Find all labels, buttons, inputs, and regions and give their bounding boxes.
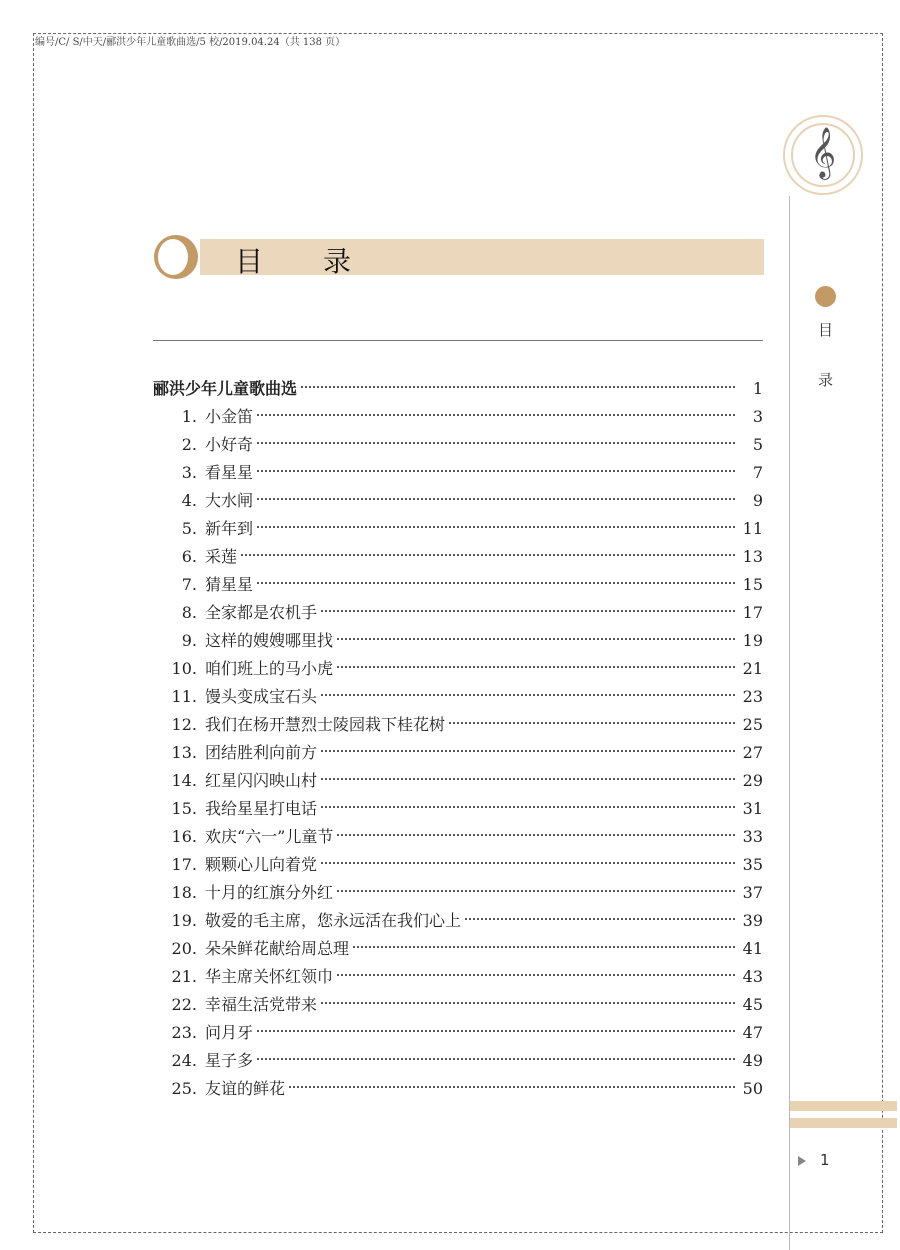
toc-entry-number: 20. xyxy=(171,939,197,958)
toc-entry-page: 43 xyxy=(742,967,763,986)
title-rule xyxy=(153,340,763,341)
toc-entry-title: 问月牙 xyxy=(205,1023,254,1042)
toc-items xyxy=(153,403,763,1103)
title-circle-inner xyxy=(158,239,188,275)
toc-leader xyxy=(337,834,735,836)
toc-entry-number: 7. xyxy=(181,575,197,594)
toc-entry-page: 37 xyxy=(742,883,763,902)
toc-entry-page: 50 xyxy=(742,1079,763,1098)
toc-entry-number: 22. xyxy=(171,995,197,1014)
toc-entry-page: 15 xyxy=(742,575,763,594)
toc-entry[interactable] xyxy=(153,795,763,823)
toc-entry-page: 25 xyxy=(742,715,763,734)
toc-leader xyxy=(257,1058,735,1060)
page-title: 目录 xyxy=(235,245,412,278)
toc-entry-page: 49 xyxy=(742,1051,763,1070)
toc-leader xyxy=(337,974,735,976)
toc-entry[interactable] xyxy=(153,655,763,683)
toc-entry-page: 11 xyxy=(742,519,763,538)
toc-entry-page: 19 xyxy=(742,631,763,650)
toc-entry-title: 十月的红旗分外红 xyxy=(205,883,334,902)
toc-leader xyxy=(257,470,735,472)
toc-entry-title: 全家都是农机手 xyxy=(205,603,318,622)
toc-entry-page: 33 xyxy=(742,827,763,846)
toc-entry-page: 13 xyxy=(742,547,763,566)
toc-entry-page: 27 xyxy=(742,743,763,762)
toc-entry-number: 14. xyxy=(171,771,197,790)
toc-entry[interactable] xyxy=(153,711,763,739)
toc-leader xyxy=(257,414,735,416)
toc-entry[interactable] xyxy=(153,907,763,935)
side-dot-icon xyxy=(815,286,836,307)
toc-entry-number: 1. xyxy=(181,407,197,426)
toc-entry-title: 星子多 xyxy=(205,1051,254,1070)
toc-entry-title: 我们在杨开慧烈士陵园栽下桂花树 xyxy=(205,715,446,734)
toc-entry-number: 4. xyxy=(181,491,197,510)
toc-entry[interactable] xyxy=(153,599,763,627)
toc-entry[interactable] xyxy=(153,879,763,907)
toc-leader xyxy=(321,750,735,752)
treble-clef-icon: 𝄞 xyxy=(809,127,836,178)
toc-entry-number: 25. xyxy=(171,1079,197,1098)
toc-entry-page: 39 xyxy=(742,911,763,930)
side-tab-char-1: 目 xyxy=(818,321,834,339)
toc-entry[interactable] xyxy=(153,543,763,571)
toc-entry[interactable] xyxy=(153,1047,763,1075)
toc-entry-title: 小金笛 xyxy=(205,407,254,426)
toc-entry[interactable] xyxy=(153,935,763,963)
toc-leader xyxy=(257,582,735,584)
toc-entry[interactable] xyxy=(153,459,763,487)
toc-entry-title: 猜星星 xyxy=(205,575,254,594)
toc-entry-page: 31 xyxy=(742,799,763,818)
toc-entry-title: 红星闪闪映山村 xyxy=(205,771,318,790)
toc-entry-number: 2. xyxy=(181,435,197,454)
toc-entry-title: 大水闸 xyxy=(205,491,254,510)
toc-entry-page: 29 xyxy=(742,771,763,790)
toc-entry-title: 华主席关怀红领巾 xyxy=(205,967,334,986)
toc-entry[interactable] xyxy=(153,683,763,711)
toc-entry-number: 11. xyxy=(171,687,197,706)
toc-entry-title: 朵朵鲜花献给周总理 xyxy=(205,939,350,958)
toc-entry[interactable] xyxy=(153,487,763,515)
toc-entry-number: 3. xyxy=(181,463,197,482)
toc-entry[interactable] xyxy=(153,991,763,1019)
toc-entry-title: 馒头变成宝石头 xyxy=(205,687,318,706)
toc-leader xyxy=(353,946,735,948)
toc-entry-page: 47 xyxy=(742,1023,763,1042)
toc-entry-number: 12. xyxy=(171,715,197,734)
toc-entry[interactable] xyxy=(153,823,763,851)
toc-leader xyxy=(321,862,735,864)
table-of-contents xyxy=(153,375,763,1103)
toc-leader xyxy=(321,694,735,696)
toc-leader xyxy=(301,386,735,388)
toc-entry-number: 9. xyxy=(181,631,197,650)
toc-entry[interactable] xyxy=(153,767,763,795)
toc-entry-title: 看星星 xyxy=(205,463,254,482)
toc-entry-title: 我给星星打电话 xyxy=(205,799,318,818)
toc-entry-title: 颗颗心儿向着党 xyxy=(205,855,318,874)
toc-leader xyxy=(257,1030,735,1032)
toc-entry-number: 10. xyxy=(171,659,197,678)
toc-leader xyxy=(241,554,735,556)
toc-entry-page: 9 xyxy=(752,491,763,510)
toc-entry-page: 5 xyxy=(752,435,763,454)
toc-leader xyxy=(449,722,735,724)
toc-entry[interactable] xyxy=(153,851,763,879)
toc-leader xyxy=(465,918,735,920)
toc-entry-number: 19. xyxy=(171,911,197,930)
toc-entry-number: 15. xyxy=(171,799,197,818)
toc-entry-page: 17 xyxy=(742,603,763,622)
treble-clef-badge xyxy=(783,115,863,195)
toc-leader xyxy=(337,666,735,668)
toc-entry-page: 35 xyxy=(742,855,763,874)
toc-entry-title: 采莲 xyxy=(205,547,238,566)
toc-leader xyxy=(321,1002,735,1004)
toc-entry-title: 咱们班上的马小虎 xyxy=(205,659,334,678)
header-note: 编号/C/ S/中天/郦洪少年儿童歌曲选/5 校/2019.04.24（共 138 页） xyxy=(35,37,346,48)
side-tab-char-2: 录 xyxy=(818,371,834,389)
toc-leader xyxy=(257,526,735,528)
toc-entry[interactable] xyxy=(153,627,763,655)
toc-entry-title: 小好奇 xyxy=(205,435,254,454)
toc-entry-number: 21. xyxy=(171,967,197,986)
toc-leader xyxy=(321,778,735,780)
toc-section-title: 郦洪少年儿童歌曲选 xyxy=(153,379,298,398)
toc-entry-page: 23 xyxy=(742,687,763,706)
toc-entry[interactable] xyxy=(153,431,763,459)
toc-entry-title: 敬爱的毛主席，您永远活在我们心上 xyxy=(205,911,462,930)
toc-entry[interactable] xyxy=(153,739,763,767)
toc-leader xyxy=(289,1086,735,1088)
toc-entry-number: 18. xyxy=(171,883,197,902)
toc-entry[interactable] xyxy=(153,1019,763,1047)
toc-leader xyxy=(321,806,735,808)
toc-entry-number: 6. xyxy=(181,547,197,566)
toc-entry-title: 欢庆“六一”儿童节 xyxy=(205,827,334,846)
toc-leader xyxy=(257,498,735,500)
toc-entry-number: 17. xyxy=(171,855,197,874)
toc-entry-number: 24. xyxy=(171,1051,197,1070)
toc-entry-page: 7 xyxy=(752,463,763,482)
toc-leader xyxy=(257,442,735,444)
toc-entry-title: 幸福生活党带来 xyxy=(205,995,318,1014)
toc-entry-title: 这样的嫂嫂哪里找 xyxy=(205,631,334,650)
toc-entry[interactable] xyxy=(153,403,763,431)
side-divider xyxy=(789,196,790,1250)
toc-entry-number: 13. xyxy=(171,743,197,762)
side-stripe-bottom xyxy=(790,1118,897,1128)
toc-entry-number: 5. xyxy=(181,519,197,538)
toc-entry-title: 团结胜利向前方 xyxy=(205,743,318,762)
toc-leader xyxy=(337,890,735,892)
page-number: 1 xyxy=(820,1151,830,1169)
toc-section-page: 1 xyxy=(752,379,763,398)
toc-entry-number: 8. xyxy=(181,603,197,622)
toc-section[interactable] xyxy=(153,375,763,403)
side-stripe-top xyxy=(790,1101,897,1111)
toc-entry-number: 23. xyxy=(171,1023,197,1042)
toc-leader xyxy=(337,638,735,640)
toc-entry[interactable] xyxy=(153,515,763,543)
toc-entry[interactable] xyxy=(153,1075,763,1103)
toc-entry-page: 41 xyxy=(742,939,763,958)
toc-entry-page: 3 xyxy=(752,407,763,426)
toc-entry[interactable] xyxy=(153,963,763,991)
toc-entry-number: 16. xyxy=(171,827,197,846)
page-arrow-icon xyxy=(798,1156,806,1166)
toc-leader xyxy=(321,610,735,612)
toc-entry-page: 45 xyxy=(742,995,763,1014)
toc-entry-page: 21 xyxy=(742,659,763,678)
toc-entry[interactable] xyxy=(153,571,763,599)
toc-entry-title: 友谊的鲜花 xyxy=(205,1079,286,1098)
toc-entry-title: 新年到 xyxy=(205,519,254,538)
